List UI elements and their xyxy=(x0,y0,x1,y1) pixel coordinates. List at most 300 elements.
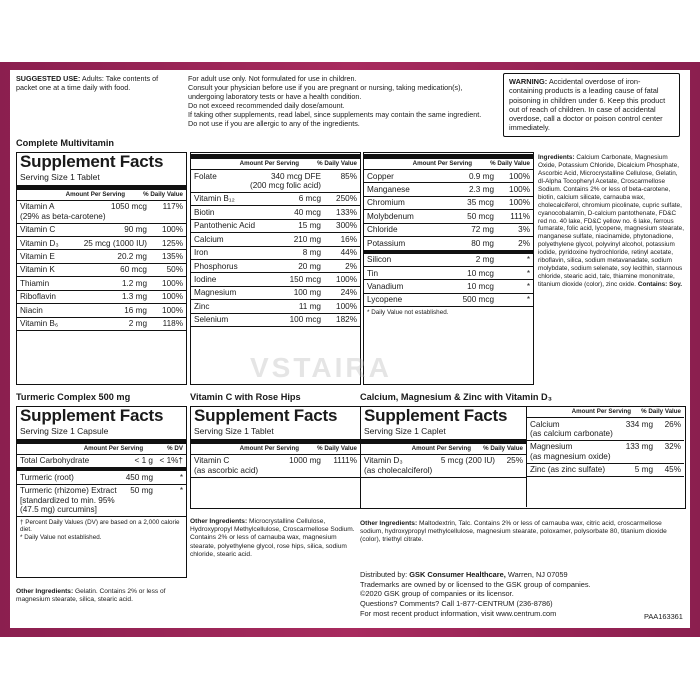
nutrient-row xyxy=(191,314,360,327)
nutrient-name-text: Folate xyxy=(194,171,217,181)
nutrient-dv: 100% xyxy=(509,171,530,181)
nutrient-row xyxy=(191,287,360,300)
nutrient-name xyxy=(194,288,236,297)
nutrient-amount xyxy=(410,185,498,194)
nutrient-amount xyxy=(258,456,325,465)
col-dv-header: % DV xyxy=(167,444,183,452)
nutrient-row xyxy=(191,260,360,273)
nutrient-name-text: Vitamin B₆ xyxy=(20,319,59,329)
nutrient-name-text: Vitamin C xyxy=(20,225,56,235)
calcium-right xyxy=(526,407,684,507)
supplement-facts-title: Supplement Facts xyxy=(20,152,164,171)
nutrient-name-text: Vitamin D₃ xyxy=(20,238,59,248)
adult-note: For adult use only. Not formulated for use in children. xyxy=(188,74,357,83)
turmeric-facts xyxy=(16,406,187,578)
adult-notes xyxy=(188,74,488,128)
nutrient-name xyxy=(20,306,43,315)
nutrient-row xyxy=(191,233,360,246)
calcium-left xyxy=(361,407,526,478)
nutrient-amount xyxy=(208,248,325,257)
table-header xyxy=(191,159,360,170)
nutrient-amount-text: 5 mcg (200 IU) xyxy=(440,456,495,466)
nutrient-amount xyxy=(394,172,498,181)
nutrient-name xyxy=(20,486,117,514)
nutrient-name-text: Vanadium xyxy=(367,281,404,291)
nutrient-amount-text: 0.9 mg xyxy=(468,171,494,181)
nutrient-dv: 135% xyxy=(162,251,183,261)
nutrient-amount-text: 6 mcg xyxy=(298,194,321,204)
nutrient-amount xyxy=(214,208,325,217)
nutrient-dv: 100% xyxy=(336,274,357,284)
nutrient-name xyxy=(367,212,414,221)
calcium-other-ingredients xyxy=(360,520,686,545)
nutrient-row xyxy=(364,254,533,267)
nutrient-amount xyxy=(55,225,151,234)
nutrient-list xyxy=(17,455,186,517)
distributor-line xyxy=(360,570,686,580)
nutrient-name xyxy=(194,275,216,284)
nutrient-name xyxy=(367,172,394,181)
col-dv-header: % Daily Value xyxy=(483,444,523,452)
warning-label: WARNING: xyxy=(509,77,548,86)
nutrient-amount-text: 50 mg xyxy=(130,486,153,496)
supplement-facts-title: Supplement Facts xyxy=(364,406,508,425)
vitc-other-ingredients xyxy=(190,518,362,559)
nutrient-row xyxy=(17,250,186,263)
nutrient-name xyxy=(20,239,59,248)
nutrient-amount-text: 340 mcg DFE xyxy=(270,171,321,181)
nutrient-name xyxy=(194,248,208,257)
nutrient-row xyxy=(527,441,684,464)
nutrient-name xyxy=(20,225,55,234)
nutrient-amount xyxy=(405,198,498,207)
nutrient-dv: 125% xyxy=(162,238,183,248)
nutrient-amount xyxy=(432,456,499,465)
calcium-facts xyxy=(360,406,686,509)
nutrient-name-text: Biotin xyxy=(194,207,215,217)
nutrient-amount-text: 90 mg xyxy=(124,225,147,235)
vitc-facts xyxy=(190,406,361,509)
nutrient-amount-text: 8 mg xyxy=(302,248,321,258)
nutrient-dv: 85% xyxy=(340,171,357,181)
nutrient-dv: 300% xyxy=(336,221,357,231)
adult-note: Do not use if you are allergic to any of the ingredients. xyxy=(188,119,360,128)
nutrient-name-text: Phosphorus xyxy=(194,261,238,271)
nutrient-amount xyxy=(391,255,498,264)
nutrient-amount-text: 450 mg xyxy=(125,472,153,482)
nutrient-amount xyxy=(74,473,157,482)
col-amount-header: Amount Per Serving xyxy=(571,408,632,415)
nutrient-list xyxy=(527,418,684,477)
nutrient-name-text: Zinc (as zinc sulfate) xyxy=(530,465,606,475)
warning-box xyxy=(503,73,680,137)
adult-note: Do not exceed recommended daily dose/amount. xyxy=(188,101,345,110)
contains-soy: Contains: Soy. xyxy=(636,281,683,288)
adult-note: If taking other supplements, read label, since supplements may contain the same ingredient. xyxy=(188,110,482,119)
supplement-facts-title: Supplement Facts xyxy=(20,406,164,425)
copyright-line: ©2020 GSK group of companies or its licensor. xyxy=(360,589,514,599)
nutrient-name xyxy=(194,172,217,181)
nutrient-dv: 16% xyxy=(340,234,357,244)
nutrient-name xyxy=(20,202,106,221)
nutrient-row xyxy=(191,206,360,219)
nutrient-row xyxy=(17,471,186,484)
nutrient-amount xyxy=(378,269,498,278)
watermark: VSTAIRA xyxy=(250,352,392,383)
nutrient-dv: * xyxy=(526,281,530,291)
table-header xyxy=(17,190,186,201)
nutrient-amount-text: 2 mg xyxy=(475,255,494,265)
nutrient-name xyxy=(367,255,391,264)
nutrient-row xyxy=(361,455,526,478)
col-amount-header: Amount Per Serving xyxy=(412,160,473,167)
nutrient-amount xyxy=(235,194,325,203)
nutrient-name-text: Chromium xyxy=(367,198,405,208)
nutrient-row xyxy=(17,264,186,277)
table-header xyxy=(191,444,360,455)
nutrient-row xyxy=(17,237,186,250)
nutrient-name-detail: (47.5 mg) curcumins] xyxy=(20,504,97,514)
nutrient-row xyxy=(364,294,533,307)
suggested-use xyxy=(16,74,176,92)
suggested-use-label: SUGGESTED USE: xyxy=(16,74,81,83)
nutrient-amount xyxy=(43,306,151,315)
nutrient-amount-text: 20.2 mg xyxy=(117,251,147,261)
col-dv-header: % Daily Value xyxy=(317,444,357,452)
nutrient-amount-text: 50 mcg xyxy=(467,211,494,221)
distributor-name: GSK Consumer Healthcare, xyxy=(409,570,506,579)
nutrient-amount-text: 72 mg xyxy=(471,225,494,235)
nutrient-name-text: Vitamin C xyxy=(194,456,230,466)
nutrient-list xyxy=(361,455,526,478)
table-header xyxy=(364,159,533,170)
nutrient-dv: 117% xyxy=(162,202,183,212)
nutrient-row xyxy=(191,170,360,193)
nutrient-list xyxy=(191,455,360,478)
nutrient-row xyxy=(364,237,533,253)
nutrient-name xyxy=(20,279,49,288)
nutrient-dv: 100% xyxy=(162,305,183,315)
nutrient-name-text: Vitamin E xyxy=(20,251,55,261)
nutrient-dv: < 1%† xyxy=(159,456,183,466)
nutrient-dv: * xyxy=(526,255,530,265)
nutrient-dv: 100% xyxy=(162,278,183,288)
nutrient-row xyxy=(17,455,186,471)
questions-line: Questions? Comments? Call 1-877-CENTRUM (236-8786) xyxy=(360,598,553,608)
nutrient-row xyxy=(191,247,360,260)
nutrient-name-detail: (as ascorbic acid) xyxy=(194,465,259,475)
nutrient-amount-text: 25 mcg (1000 IU) xyxy=(83,238,147,248)
distributor-info xyxy=(360,570,686,618)
nutrient-amount xyxy=(238,262,325,271)
nutrient-name-detail: [standardized to min. 95% xyxy=(20,495,115,505)
nutrient-amount xyxy=(236,288,325,297)
nutrient-dv: 26% xyxy=(664,419,681,429)
nutrient-row xyxy=(364,170,533,183)
nutrient-name-detail: (as magnesium oxide) xyxy=(530,451,611,461)
nutrient-name xyxy=(20,292,56,301)
nutrient-name xyxy=(194,221,255,230)
nutrient-name-text: Lycopene xyxy=(367,295,403,305)
nutrient-amount-text: 11 mg xyxy=(298,301,321,311)
serving-size: Serving Size 1 Tablet xyxy=(191,426,360,444)
other-ingredients-text: Microcrystalline Cellulose, Hydroxypropyl Methylcellulose, Croscarmellose Sodium. Contains 2% or less of carnauba wax, magnesium stearate, polyethylene glycol, rose hips, silica, sodium chloride, stearic acid. xyxy=(190,518,355,558)
calcium-section-title: Calcium, Magnesium & Zinc with Vitamin D₃ xyxy=(360,392,552,402)
nutrient-amount-text: 334 mg xyxy=(625,419,653,429)
nutrient-row xyxy=(527,464,684,477)
nutrient-amount xyxy=(209,302,325,311)
turmeric-section-title: Turmeric Complex 500 mg xyxy=(16,392,131,402)
nutrient-dv: 111% xyxy=(510,211,530,221)
website-line: For most recent product information, visit www.centrum.com xyxy=(360,608,557,618)
nutrient-name-text: Manganese xyxy=(367,184,410,194)
nutrient-amount xyxy=(414,212,498,221)
nutrient-amount-text: 100 mcg xyxy=(289,315,321,325)
nutrient-amount xyxy=(402,295,498,304)
nutrient-amount-text: 1.2 mg xyxy=(121,278,147,288)
nutrient-name xyxy=(367,225,398,234)
nutrient-amount-text: 1.3 mg xyxy=(121,292,147,302)
label-panel xyxy=(10,70,690,628)
nutrient-amount xyxy=(55,265,151,274)
nutrient-amount xyxy=(611,442,657,451)
nutrient-name-text: Magnesium xyxy=(194,288,237,298)
suggested-use-text: Adults: Take contents of packet one at a time daily with food. xyxy=(16,74,159,92)
distributed-by-label: Distributed by: xyxy=(360,570,410,579)
nutrient-amount xyxy=(117,486,157,495)
nutrient-dv: * xyxy=(526,268,530,278)
nutrient-dv: 25% xyxy=(506,456,523,466)
nutrient-amount xyxy=(217,172,325,191)
serving-size: Serving Size 1 Caplet xyxy=(361,426,526,444)
nutrient-name-text: Vitamin A xyxy=(20,202,55,212)
nutrient-amount-text: 10 mcg xyxy=(467,268,494,278)
nutrient-row xyxy=(364,224,533,237)
nutrient-name-text: Chloride xyxy=(367,225,398,235)
nutrient-dv: 44% xyxy=(340,248,357,258)
vitc-section-title: Vitamin C with Rose Hips xyxy=(190,392,301,402)
col-dv-header: % Daily Value xyxy=(490,160,530,167)
nutrient-name xyxy=(20,319,58,328)
nutrient-name-text: Riboflavin xyxy=(20,292,56,302)
col-amount-header: Amount Per Serving xyxy=(83,444,144,452)
ingredients-label: Ingredients: xyxy=(538,154,575,161)
nutrient-list xyxy=(17,201,186,331)
nutrient-name xyxy=(194,302,209,311)
nutrient-name xyxy=(194,194,235,203)
nutrient-name-text: Copper xyxy=(367,171,394,181)
nutrient-amount-text: 1050 mcg xyxy=(111,202,147,212)
nutrient-name-text: Pantothenic Acid xyxy=(194,221,255,231)
warning-text: Accidental overdose of iron-containing products is a leading cause of fatal poisoning in children under 6. Keep this product out of reach of children. In case of accidental overdose, call a doctor or poison control center immediately. xyxy=(509,77,666,133)
nutrient-amount-detail: (200 mcg folic acid) xyxy=(250,180,321,190)
supplement-facts-title: Supplement Facts xyxy=(194,406,338,425)
nutrient-row xyxy=(191,220,360,233)
nutrient-name xyxy=(367,269,378,278)
col-amount-header: Amount Per Serving xyxy=(411,444,472,452)
nutrient-row xyxy=(191,300,360,313)
nutrient-name-text: Calcium xyxy=(530,419,560,429)
nutrient-name xyxy=(367,198,405,207)
nutrient-name-text: Selenium xyxy=(194,315,229,325)
nutrient-row xyxy=(17,201,186,224)
serving-size: Serving Size 1 Capsule xyxy=(17,426,186,444)
nutrient-row xyxy=(17,304,186,317)
nutrient-amount-text: 16 mg xyxy=(124,305,147,315)
nutrient-dv: 24% xyxy=(340,288,357,298)
nutrient-amount-text: < 1 g xyxy=(134,456,153,466)
nutrient-amount xyxy=(89,456,157,465)
table-header xyxy=(527,407,684,418)
nutrient-name-detail: (as cholecalciferol) xyxy=(364,465,433,475)
nutrient-row xyxy=(364,267,533,280)
nutrient-name-text: Iodine xyxy=(194,274,217,284)
serving-size: Serving Size 1 Tablet xyxy=(17,172,186,190)
nutrient-dv: 182% xyxy=(336,315,357,325)
nutrient-amount-text: 15 mg xyxy=(298,221,321,231)
other-ingredients-label: Other Ingredients: xyxy=(360,520,418,527)
nutrient-name-text: Tin xyxy=(367,268,379,278)
col-dv-header: % Daily Value xyxy=(317,160,357,167)
nutrient-name xyxy=(364,456,432,475)
col-amount-header: Amount Per Serving xyxy=(239,444,300,452)
nutrient-name xyxy=(194,456,258,475)
nutrient-name xyxy=(530,465,605,474)
multivitamin-facts-col2 xyxy=(190,152,361,385)
nutrient-dv: 118% xyxy=(162,319,183,329)
nutrient-amount-text: 35 mcg xyxy=(467,198,494,208)
nutrient-dv: * xyxy=(179,486,183,496)
nutrient-amount xyxy=(403,282,498,291)
nutrient-dv: 100% xyxy=(509,198,530,208)
col-dv-header: % Daily Value xyxy=(641,408,681,415)
other-ingredients-label: Other Ingredients: xyxy=(190,518,248,525)
nutrient-list xyxy=(364,170,533,307)
nutrient-list xyxy=(191,170,360,327)
nutrient-name xyxy=(194,235,224,244)
nutrient-amount xyxy=(398,225,499,234)
table-header xyxy=(361,444,526,455)
nutrient-name xyxy=(20,252,55,261)
nutrient-amount xyxy=(106,202,151,211)
nutrient-amount-text: 500 mcg xyxy=(462,295,494,305)
multivitamin-section-title: Complete Multivitamin xyxy=(16,138,115,148)
nutrient-row xyxy=(191,455,360,478)
nutrient-row xyxy=(17,277,186,290)
footnote-dv: † Percent Daily Values (DV) are based on a 2,000 calorie diet. xyxy=(20,518,180,534)
product-code: PAA163361 xyxy=(644,612,683,621)
nutrient-name-text: Thiamin xyxy=(20,278,50,288)
adult-note: Consult your physician before use if you are pregnant or nursing, taking medication(s), undergoing laboratory tests or have a health condition. xyxy=(188,83,463,101)
nutrient-name xyxy=(194,208,214,217)
nutrient-amount-text: 150 mcg xyxy=(289,274,321,284)
nutrient-dv: 100% xyxy=(509,184,530,194)
multivitamin-facts-col3 xyxy=(363,152,534,385)
nutrient-dv: 3% xyxy=(518,225,530,235)
nutrient-dv: 1111% xyxy=(333,456,357,466)
nutrient-amount xyxy=(255,221,325,230)
nutrient-amount xyxy=(224,235,325,244)
nutrient-amount-text: 2.3 mg xyxy=(468,184,494,194)
nutrient-dv: 2% xyxy=(345,261,357,271)
other-ingredients-text: Gelatin. Contains 2% or less of magnesium stearate, silica, stearic acid. xyxy=(16,588,166,604)
nutrient-row xyxy=(364,280,533,293)
nutrient-name-text: Iron xyxy=(194,248,209,258)
distributor-address: Warren, NJ 07059 xyxy=(505,570,568,579)
other-ingredients-text: Maltodextrin, Talc. Contains 2% or less of carnauba wax, citric acid, croscarmellose sodium, hydroxypropyl methylcellulose, magnesium stearate, poloxamer, polysorbate 80, titanium dioxide (color), triethyl citrate. xyxy=(360,520,667,544)
nutrient-amount xyxy=(56,292,151,301)
nutrient-amount xyxy=(605,465,657,474)
nutrient-amount-text: 60 mcg xyxy=(120,265,147,275)
nutrient-amount xyxy=(59,239,151,248)
nutrient-name-detail: (29% as beta-carotene) xyxy=(20,211,106,221)
nutrient-name-text: Niacin xyxy=(20,305,43,315)
nutrient-dv: * xyxy=(179,472,183,482)
nutrient-row xyxy=(191,193,360,206)
nutrient-name-text: Silicon xyxy=(367,255,392,265)
nutrient-name xyxy=(367,185,410,194)
nutrient-dv: 100% xyxy=(336,301,357,311)
nutrient-amount-text: 10 mcg xyxy=(467,281,494,291)
nutrient-row xyxy=(527,418,684,441)
nutrient-name xyxy=(20,456,89,465)
nutrient-name xyxy=(194,262,238,271)
nutrient-amount xyxy=(613,420,657,429)
nutrient-name-text: Vitamin D₃ xyxy=(364,456,403,466)
nutrient-name xyxy=(530,420,613,439)
nutrient-name-text: Vitamin B₁₂ xyxy=(194,194,235,204)
nutrient-dv: 2% xyxy=(518,238,530,248)
nutrient-amount xyxy=(228,315,325,324)
nutrient-amount xyxy=(216,275,325,284)
nutrient-dv: 100% xyxy=(162,225,183,235)
turmeric-other-ingredients xyxy=(16,588,188,604)
nutrient-amount xyxy=(58,319,151,328)
nutrient-name-text: Calcium xyxy=(194,234,224,244)
nutrient-amount-text: 5 mg xyxy=(634,465,653,475)
col-dv-header: % Daily Value xyxy=(143,190,183,198)
nutrient-row xyxy=(17,318,186,331)
nutrient-dv: 32% xyxy=(664,442,681,452)
nutrient-name-text: Total Carbohydrate xyxy=(20,456,90,466)
nutrient-amount-text: 210 mg xyxy=(293,234,321,244)
nutrient-name-text: Magnesium xyxy=(530,442,573,452)
nutrient-row xyxy=(191,273,360,286)
nutrient-name-text: Turmeric (rhizome) Extract xyxy=(20,486,117,496)
nutrient-name xyxy=(20,473,74,482)
col-amount-header: Amount Per Serving xyxy=(65,190,126,198)
table-header xyxy=(17,444,186,455)
nutrient-amount-text: 40 mcg xyxy=(294,207,321,217)
nutrient-amount-text: 80 mg xyxy=(471,238,494,248)
nutrient-row xyxy=(17,224,186,237)
nutrient-amount-text: 20 mg xyxy=(298,261,321,271)
nutrient-dv: 100% xyxy=(162,292,183,302)
nutrient-dv: 133% xyxy=(336,207,357,217)
nutrient-name xyxy=(367,295,402,304)
trademark-line: Trademarks are owned by or licensed to the GSK group of companies. xyxy=(360,579,591,589)
nutrient-amount-text: 100 mg xyxy=(293,288,321,298)
ingredients-text: Calcium Carbonate, Magnesium Oxide, Potassium Chloride, Dicalcium Phosphate, Ascorbic Acid, Microcrystalline Cellulose, Gelatin, dl-Alpha Tocopheryl Acetate, Croscarmellose Sodium. Contains 2% or less of beta-carotene, biotin, calcium silicate, carnauba wax, cholecalciferol, chromium picolinate, cupric sulfate, cyanocobalamin, D-calcium pantothenate, FD&C red no. 40 lake, FD&C yellow no. 6 lake, ferrous fumarate, folic acid, lycopene, magnesium stearate, manganese sulfate, niacinamide, phytonadione, polyethylene glycol, polyvinyl alcohol, potassium iodide, pyridoxine hydrochloride, retinyl acetate, riboflavin, silica, sodium metavanadate, sodium molybdate, sodium selenate, soy lecithin, stannous chloride, stearic acid, talc, thiamine mononitrate, titanium dioxide (color), zinc oxide. xyxy=(538,154,684,288)
footnote-not-established: * Daily Value not established. xyxy=(20,534,102,541)
nutrient-row xyxy=(17,291,186,304)
multivitamin-facts-col1 xyxy=(16,152,187,385)
nutrient-dv: 250% xyxy=(336,194,357,204)
footnote: * Daily Value not established. xyxy=(367,309,449,317)
nutrient-name xyxy=(367,239,405,248)
nutrient-name xyxy=(367,282,403,291)
nutrient-row xyxy=(364,183,533,196)
